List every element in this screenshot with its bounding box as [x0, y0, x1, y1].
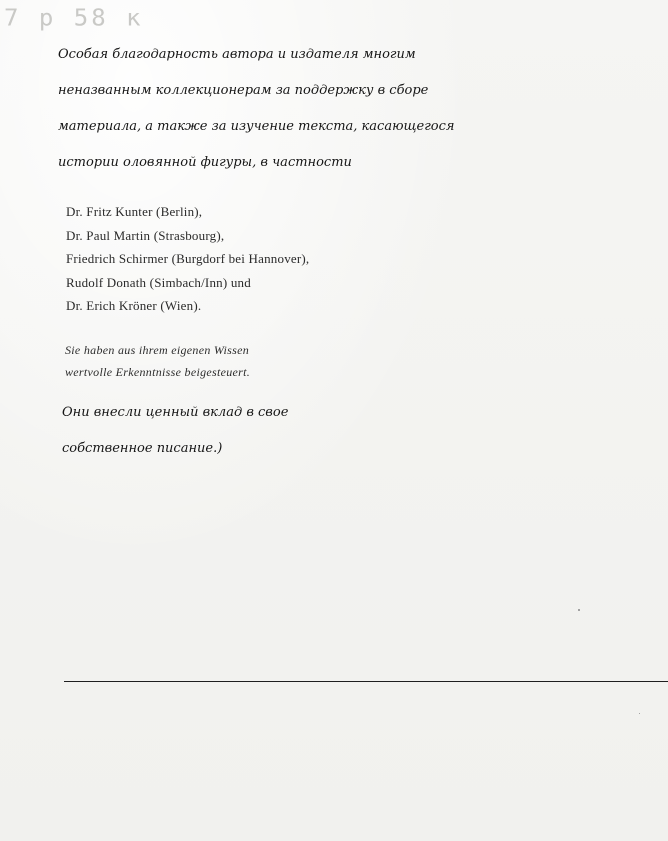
archive-stamp: 7 р 58 к: [4, 4, 144, 32]
russian-acknowledgement-line: истории оловянной фигуры, в частности: [58, 155, 352, 170]
russian-acknowledgement-line: материала, а также за изучение текста, касающегося: [58, 119, 455, 134]
german-note: [65, 343, 250, 387]
contributor-name: Friedrich Schirmer (Burgdorf bei Hannover),: [66, 251, 310, 266]
contributor-name: Rudolf Donath (Simbach/Inn) und: [66, 274, 251, 290]
russian-note-line: собственное писание.): [62, 441, 223, 456]
russian-acknowledgement: [58, 47, 455, 192]
paper-speck: [639, 713, 640, 714]
russian-acknowledgement-line: неназванным коллекционерам за поддержку в сборе: [58, 83, 429, 98]
russian-acknowledgement-line: Особая благодарность автора и издателя многим: [58, 47, 416, 62]
contributor-name: Dr. Fritz Kunter (Berlin),: [66, 204, 203, 219]
contributor-name: Dr. Paul Martin (Strasbourg),: [66, 227, 225, 243]
contributor-list: [66, 205, 309, 323]
russian-note-line: Они внесли ценный вклад в свое: [62, 405, 289, 420]
german-note-line: Sie haben aus ihrem eigenen Wissen: [65, 343, 250, 357]
footnote-divider: [64, 681, 668, 682]
russian-note: [62, 406, 288, 478]
paper-speck: [578, 609, 580, 611]
contributor-name: Dr. Erich Kröner (Wien).: [66, 298, 202, 313]
german-note-line: wertvolle Erkenntnisse beigesteuert.: [65, 365, 251, 379]
